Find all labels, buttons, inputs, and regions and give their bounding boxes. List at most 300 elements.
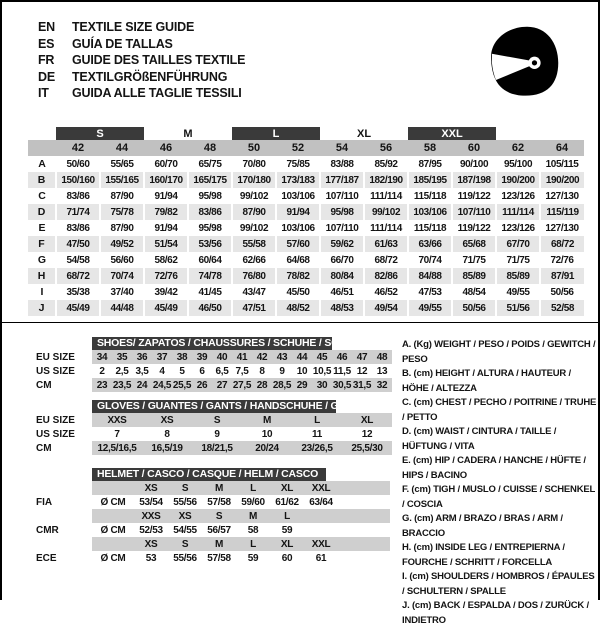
helmet-table bbox=[36, 468, 390, 565]
helmet-cell: XS bbox=[134, 481, 168, 495]
helmet-cell: 63/64 bbox=[309, 496, 333, 508]
helmet-cell: 61/62 bbox=[275, 496, 299, 508]
shoes-cell: 32 bbox=[372, 378, 392, 392]
language-title: TEXTILE SIZE GUIDE bbox=[72, 20, 195, 34]
legend-item: I. (cm) SHOULDERS / HOMBROS / ÉPAULES / SCHULTERN / SPALLE bbox=[402, 571, 595, 597]
language-code: ES bbox=[38, 36, 55, 51]
shoes-cell: 46 bbox=[332, 350, 352, 364]
measure-cell: 78/82 bbox=[276, 268, 320, 284]
measure-cell: 91/94 bbox=[276, 204, 320, 220]
shoes-row-label: EU SIZE bbox=[36, 351, 75, 363]
measure-cell: 68/72 bbox=[56, 268, 100, 284]
language-code: FR bbox=[38, 53, 55, 67]
measure-cell: 46/51 bbox=[330, 286, 354, 298]
measure-cell: 115/118 bbox=[413, 190, 447, 202]
measure-cell: 79/82 bbox=[144, 204, 188, 220]
language-code: IT bbox=[38, 86, 49, 100]
helmet-cell: 59 bbox=[281, 524, 293, 536]
shoes-cell: 31,5 bbox=[352, 379, 372, 391]
legend-item: G. (cm) ARM / BRAZO / BRAS / ARM / BRACCIO bbox=[402, 513, 563, 539]
measure-row-f bbox=[28, 236, 584, 252]
measure-cell: 87/95 bbox=[418, 158, 442, 170]
measure-cell: 49/54 bbox=[364, 300, 408, 316]
helmet-cell: XL bbox=[270, 481, 304, 495]
size-group-xxl: XXL bbox=[408, 127, 496, 140]
measure-cell: 75/78 bbox=[100, 204, 144, 220]
gloves-row-label: CM bbox=[36, 442, 52, 454]
gloves-cell: 18/21,5 bbox=[192, 441, 242, 455]
textile-size-table bbox=[28, 127, 584, 316]
helmet-cell: L bbox=[270, 509, 304, 523]
measure-cell: 55/65 bbox=[110, 158, 134, 170]
helmet-table-header-row bbox=[36, 468, 390, 481]
measure-cell: 74/78 bbox=[188, 268, 232, 284]
measure-row-d bbox=[28, 204, 584, 220]
size-col-header: 60 bbox=[452, 140, 496, 156]
measure-cell: 49/55 bbox=[408, 300, 452, 316]
measure-cell: 76/80 bbox=[232, 268, 276, 284]
size-col-header: 62 bbox=[496, 140, 540, 156]
measure-cell: 115/118 bbox=[413, 222, 447, 234]
shoes-cell: 25,5 bbox=[172, 379, 192, 391]
helmet-cell: 59 bbox=[247, 552, 259, 564]
shoes-cell: 36 bbox=[132, 350, 152, 364]
helmet-cell: S bbox=[168, 481, 202, 495]
helmet-cell: 60 bbox=[281, 552, 293, 564]
measure-cell: 103/106 bbox=[408, 204, 452, 220]
helmet-cell bbox=[304, 509, 338, 523]
legend-item: E. (cm) HIP / CADERA / HANCHE / HÜFTE / HIPS / BACINO bbox=[402, 455, 586, 481]
measure-cell: 65/68 bbox=[452, 236, 496, 252]
measure-row-label: C bbox=[38, 190, 46, 202]
helmet-cell: XL bbox=[270, 537, 304, 551]
language-list bbox=[38, 19, 245, 102]
gloves-cell: 8 bbox=[164, 428, 170, 440]
helmet-cell bbox=[92, 481, 134, 495]
helmet-row bbox=[36, 495, 390, 509]
measure-cell: 48/54 bbox=[462, 286, 486, 298]
measure-row-label: G bbox=[37, 254, 47, 266]
measure-cell: 83/86 bbox=[66, 190, 90, 202]
measure-cell: 58/62 bbox=[154, 254, 178, 266]
gloves-cell: M bbox=[242, 413, 292, 427]
gloves-cell: XS bbox=[142, 413, 192, 427]
shoes-row bbox=[36, 350, 392, 364]
measure-cell: 84/88 bbox=[408, 268, 452, 284]
measure-row-label: D bbox=[28, 204, 56, 220]
helmet-cell: 55/56 bbox=[173, 496, 197, 508]
measure-cell: 49/55 bbox=[506, 286, 530, 298]
helmet-cell: M bbox=[236, 509, 270, 523]
helmet-cell: 57/58 bbox=[207, 496, 231, 508]
measure-cell: 103/106 bbox=[281, 222, 315, 234]
measure-cell: 165/175 bbox=[188, 172, 232, 188]
shoes-cell: 45 bbox=[312, 350, 332, 364]
size-col-header: 50 bbox=[232, 140, 276, 156]
gloves-cell: XL bbox=[342, 413, 392, 427]
measure-cell: 103/106 bbox=[281, 190, 315, 202]
measure-cell: 95/98 bbox=[198, 222, 222, 234]
measure-row-j bbox=[28, 300, 584, 316]
measure-cell: 182/190 bbox=[364, 172, 408, 188]
measure-cell: 65/75 bbox=[198, 158, 222, 170]
helmet-row-label: ECE bbox=[36, 552, 57, 564]
measure-cell: 107/110 bbox=[325, 222, 359, 234]
gloves-cell: 16,5/19 bbox=[142, 441, 192, 455]
shoes-cell: 10 bbox=[296, 365, 308, 377]
shoes-row-label: US SIZE bbox=[36, 365, 75, 377]
measure-cell: 68/72 bbox=[374, 254, 398, 266]
bottom-section bbox=[2, 323, 598, 628]
helmet-row-label bbox=[36, 537, 92, 551]
measure-cell: 75/85 bbox=[286, 158, 310, 170]
size-col-header: 56 bbox=[364, 140, 408, 156]
measure-cell: 83/86 bbox=[66, 222, 90, 234]
shoes-table-header-row bbox=[36, 337, 392, 350]
gloves-table bbox=[36, 400, 392, 455]
size-group-xl: XL bbox=[357, 127, 372, 140]
measure-cell: 68/72 bbox=[540, 236, 584, 252]
measure-cell: 45/50 bbox=[286, 286, 310, 298]
shoes-cell: 42 bbox=[252, 350, 272, 364]
helmet-cell: 53/54 bbox=[139, 496, 163, 508]
gloves-cell: 11 bbox=[312, 428, 322, 440]
helmet-cell: Ø CM bbox=[100, 496, 126, 508]
measure-row-label: A bbox=[38, 158, 46, 170]
measure-cell: 61/63 bbox=[364, 236, 408, 252]
shoes-cell: 23,5 bbox=[112, 379, 132, 391]
shoes-cell: 40 bbox=[212, 350, 232, 364]
size-col-header: 54 bbox=[320, 140, 364, 156]
measure-cell: 45/49 bbox=[56, 300, 100, 316]
measure-row-g bbox=[28, 252, 584, 268]
page-header bbox=[2, 2, 598, 103]
measure-cell: 187/198 bbox=[452, 172, 496, 188]
measure-cell: 87/90 bbox=[232, 204, 276, 220]
helmet-filler bbox=[338, 495, 390, 509]
measure-cell: 111/114 bbox=[370, 222, 402, 234]
helmet-cell: 53 bbox=[145, 552, 157, 564]
measure-row-a bbox=[28, 156, 584, 172]
helmet-cell: XXL bbox=[304, 481, 338, 495]
shoes-table-title: SHOES/ ZAPATOS / CHAUSSURES / SCHUHE / SCARPE bbox=[92, 337, 332, 350]
measure-cell: 80/84 bbox=[320, 268, 364, 284]
size-col-header: 48 bbox=[188, 140, 232, 156]
gloves-cell: 9 bbox=[214, 428, 220, 440]
helmet-cell: XS bbox=[134, 537, 168, 551]
size-group-m: M bbox=[183, 127, 193, 140]
helmet-cell: Ø CM bbox=[100, 552, 126, 564]
measure-cell: 123/126 bbox=[501, 190, 535, 202]
measure-cell: 82/86 bbox=[364, 268, 408, 284]
shoes-cell: 38 bbox=[172, 350, 192, 364]
helmet-filler bbox=[338, 537, 390, 551]
measure-cell: 95/100 bbox=[503, 158, 533, 170]
shoes-cell: 43 bbox=[272, 350, 292, 364]
measure-cell: 105/115 bbox=[545, 158, 579, 170]
helmet-cell: 52/53 bbox=[139, 524, 163, 536]
measure-cell: 111/114 bbox=[496, 204, 540, 220]
helmet-cell: 54/55 bbox=[173, 524, 197, 536]
measure-cell: 49/52 bbox=[100, 236, 144, 252]
measure-cell: 47/50 bbox=[56, 236, 100, 252]
helmet-row-label: FIA bbox=[36, 496, 53, 508]
sub-tables-column bbox=[36, 337, 402, 628]
shoes-table bbox=[36, 337, 392, 392]
measure-cell: 71/74 bbox=[56, 204, 100, 220]
measure-cell: 83/86 bbox=[188, 204, 232, 220]
helmet-cell: 61 bbox=[315, 552, 327, 564]
measure-cell: 99/102 bbox=[239, 222, 269, 234]
racing-helmet-icon bbox=[482, 21, 564, 103]
measure-cell: 66/70 bbox=[330, 254, 354, 266]
measure-cell: 85/92 bbox=[374, 158, 398, 170]
helmet-cell: Ø CM bbox=[100, 524, 126, 536]
measure-cell: 173/183 bbox=[276, 172, 320, 188]
helmet-row bbox=[36, 481, 390, 495]
gloves-cell: 7 bbox=[114, 428, 120, 440]
measure-cell: 119/122 bbox=[457, 190, 491, 202]
size-group-s: S bbox=[56, 127, 144, 140]
measure-row-h bbox=[28, 268, 584, 284]
helmet-filler bbox=[338, 509, 390, 523]
gloves-cell: 25,5/30 bbox=[342, 441, 392, 455]
shoes-cell: 28 bbox=[252, 378, 272, 392]
shoes-cell: 39 bbox=[192, 350, 212, 364]
measure-row-label: E bbox=[38, 222, 46, 234]
gloves-row bbox=[36, 413, 392, 427]
measure-cell: 71/75 bbox=[462, 254, 486, 266]
legend-item: C. (cm) CHEST / PECHO / POITRINE / TRUHE / PETTO bbox=[402, 397, 597, 423]
shoes-cell: 27 bbox=[212, 378, 232, 392]
measure-cell: 54/58 bbox=[66, 254, 90, 266]
measure-row-label: J bbox=[28, 300, 56, 316]
shoes-cell: 13 bbox=[376, 365, 388, 377]
measure-cell: 127/130 bbox=[545, 222, 579, 234]
size-group-row bbox=[28, 127, 584, 140]
helmet-cell: XXL bbox=[304, 537, 338, 551]
gloves-table-header-row bbox=[36, 400, 392, 413]
shoes-cell: 2 bbox=[99, 365, 105, 377]
measure-cell: 70/80 bbox=[242, 158, 266, 170]
shoes-cell: 27,5 bbox=[232, 379, 252, 391]
shoes-cell: 47 bbox=[352, 350, 372, 364]
measure-cell: 57/60 bbox=[276, 236, 320, 252]
measure-cell: 63/66 bbox=[408, 236, 452, 252]
helmet-cell: 58 bbox=[247, 524, 259, 536]
size-group-l: L bbox=[232, 127, 320, 140]
measure-row-b bbox=[28, 172, 584, 188]
helmet-cell: M bbox=[202, 481, 236, 495]
helmet-filler bbox=[338, 551, 390, 565]
language-code: EN bbox=[38, 20, 55, 34]
shoes-cell: 24,5 bbox=[152, 379, 172, 391]
legend-item: A. (Kg) WEIGHT / PESO / POIDS / GEWITCH / PESO bbox=[402, 339, 596, 365]
measure-cell: 48/53 bbox=[320, 300, 364, 316]
shoes-cell: 8 bbox=[259, 365, 265, 377]
measure-cell: 39/42 bbox=[154, 286, 178, 298]
measure-cell: 70/74 bbox=[100, 268, 144, 284]
size-group-spacer bbox=[28, 127, 56, 140]
shoes-cell: 2,5 bbox=[115, 365, 129, 377]
measure-cell: 50/56 bbox=[550, 286, 574, 298]
gloves-cell: XXS bbox=[92, 413, 142, 427]
measure-cell: 107/110 bbox=[452, 204, 496, 220]
helmet-cell: 57/58 bbox=[207, 552, 231, 564]
size-group-spacer bbox=[496, 127, 540, 140]
helmet-filler bbox=[338, 523, 390, 537]
measure-cell: 37/40 bbox=[110, 286, 134, 298]
helmet-row bbox=[36, 537, 390, 551]
measure-row-label: I bbox=[40, 286, 44, 298]
measure-row-label: H bbox=[28, 268, 56, 284]
measure-cell: 64/68 bbox=[286, 254, 310, 266]
gloves-row-label: EU SIZE bbox=[36, 414, 75, 426]
helmet-table-title: HELMET / CASCO / CASQUE / HELM / CASCO bbox=[92, 468, 326, 481]
measure-cell: 160/170 bbox=[144, 172, 188, 188]
language-row bbox=[38, 19, 245, 36]
measure-cell: 91/94 bbox=[154, 222, 178, 234]
measure-cell: 83/88 bbox=[330, 158, 354, 170]
measure-cell: 55/58 bbox=[232, 236, 276, 252]
measure-cell: 59/62 bbox=[320, 236, 364, 252]
measure-cell: 35/38 bbox=[66, 286, 90, 298]
shoes-cell: 3,5 bbox=[135, 365, 149, 377]
measure-cell: 95/98 bbox=[198, 190, 222, 202]
measure-cell: 46/52 bbox=[374, 286, 398, 298]
gloves-row-label: US SIZE bbox=[36, 428, 75, 440]
helmet-cell: 55/56 bbox=[173, 552, 197, 564]
measure-row-label: F bbox=[28, 236, 56, 252]
helmet-cell: XXS bbox=[134, 509, 168, 523]
helmet-cell: 56/57 bbox=[207, 524, 231, 536]
measure-cell: 123/126 bbox=[501, 222, 535, 234]
shoes-cell: 12 bbox=[356, 365, 368, 377]
size-number-spacer bbox=[28, 140, 56, 156]
helmet-row bbox=[36, 551, 390, 565]
measure-cell: 87/90 bbox=[110, 222, 134, 234]
helmet-cell: L bbox=[236, 537, 270, 551]
shoes-cell: 44 bbox=[292, 350, 312, 364]
measure-cell: 72/76 bbox=[144, 268, 188, 284]
helmet-cell: S bbox=[168, 537, 202, 551]
language-row bbox=[38, 52, 245, 69]
measure-cell: 51/54 bbox=[144, 236, 188, 252]
gloves-row bbox=[36, 441, 392, 455]
measure-cell: 47/51 bbox=[232, 300, 276, 316]
helmet-row bbox=[36, 523, 390, 537]
measure-cell: 71/75 bbox=[506, 254, 530, 266]
helmet-row-label bbox=[36, 481, 92, 495]
shoes-cell: 30 bbox=[312, 378, 332, 392]
legend-item: J. (cm) BACK / ESPALDA / DOS / ZURÜCK / INDIETRO bbox=[402, 600, 589, 626]
measure-cell: 60/70 bbox=[154, 158, 178, 170]
helmet-row bbox=[36, 509, 390, 523]
measure-cell: 50/60 bbox=[66, 158, 90, 170]
shoes-cell: 30,5 bbox=[332, 379, 352, 391]
measure-cell: 99/102 bbox=[364, 204, 408, 220]
helmet-cell bbox=[304, 523, 338, 537]
measure-cell: 50/56 bbox=[452, 300, 496, 316]
measure-cell: 155/165 bbox=[100, 172, 144, 188]
measure-cell: 185/195 bbox=[408, 172, 452, 188]
helmet-row-label bbox=[36, 509, 92, 523]
main-size-table-wrap bbox=[28, 127, 598, 316]
shoes-cell: 37 bbox=[152, 350, 172, 364]
measure-cell: 85/89 bbox=[452, 268, 496, 284]
shoes-cell: 6 bbox=[199, 365, 205, 377]
shoes-cell: 34 bbox=[92, 350, 112, 364]
measure-cell: 85/89 bbox=[496, 268, 540, 284]
measure-cell: 52/58 bbox=[540, 300, 584, 316]
shoes-cell: 9 bbox=[279, 365, 285, 377]
measure-cell: 41/45 bbox=[198, 286, 222, 298]
measure-cell: 67/70 bbox=[496, 236, 540, 252]
measure-cell: 46/50 bbox=[188, 300, 232, 316]
measure-cell: 115/119 bbox=[540, 204, 584, 220]
measure-cell: 127/130 bbox=[545, 190, 579, 202]
measure-cell: 51/56 bbox=[496, 300, 540, 316]
gloves-cell: 10 bbox=[261, 428, 273, 440]
size-col-header: 42 bbox=[56, 140, 100, 156]
shoes-cell: 23 bbox=[92, 378, 112, 392]
gloves-table-title: GLOVES / GUANTES / GANTS / HANDSCHUHE / GUANTI bbox=[92, 400, 336, 413]
measure-cell: 99/102 bbox=[239, 190, 269, 202]
measure-cell: 95/98 bbox=[320, 204, 364, 220]
gloves-cell: 12 bbox=[361, 428, 373, 440]
gloves-cell: S bbox=[192, 413, 242, 427]
legend-item: H. (cm) INSIDE LEG / ENTREPIERNA / FOURCHE / SCHRITT / FORCELLA bbox=[402, 542, 565, 568]
legend-item: B. (cm) HEIGHT / ALTURA / HAUTEUR / HÖHE / ALTEZZA bbox=[402, 368, 571, 394]
measure-cell: 91/94 bbox=[154, 190, 178, 202]
language-title: GUIDE DES TAILLES TEXTILE bbox=[72, 53, 246, 67]
legend-item: F. (cm) TIGH / MUSLO / CUISSE / SCHENKEL / COSCIA bbox=[402, 484, 595, 510]
measure-cell: 150/160 bbox=[56, 172, 100, 188]
shoes-cell: 11,5 bbox=[333, 365, 351, 377]
measure-row-e bbox=[28, 220, 584, 236]
gloves-cell: 23/26,5 bbox=[292, 441, 342, 455]
measure-cell: 170/180 bbox=[232, 172, 276, 188]
shoes-cell: 5 bbox=[179, 365, 185, 377]
size-col-header: 58 bbox=[408, 140, 452, 156]
shoes-cell: 24 bbox=[132, 378, 152, 392]
measure-cell: 111/114 bbox=[370, 190, 402, 202]
size-col-header: 44 bbox=[100, 140, 144, 156]
measure-cell: 43/47 bbox=[242, 286, 266, 298]
helmet-cell bbox=[92, 537, 134, 551]
gloves-cell: 12,5/16,5 bbox=[92, 441, 142, 455]
helmet-cell: XS bbox=[168, 509, 202, 523]
measure-cell: 53/56 bbox=[188, 236, 232, 252]
measure-cell: 190/200 bbox=[496, 172, 540, 188]
measure-cell: 44/48 bbox=[100, 300, 144, 316]
language-row bbox=[38, 85, 245, 102]
measure-cell: 190/200 bbox=[540, 172, 584, 188]
shoes-cell: 7,5 bbox=[235, 365, 249, 377]
language-title: GUÍA DE TALLAS bbox=[72, 36, 173, 51]
helmet-cell: M bbox=[202, 537, 236, 551]
shoes-row bbox=[36, 378, 392, 392]
measure-cell: 107/110 bbox=[325, 190, 359, 202]
measure-cell: 56/60 bbox=[110, 254, 134, 266]
size-col-header: 52 bbox=[276, 140, 320, 156]
language-title: TEXTILGRÖßENFÜHRUNG bbox=[72, 69, 228, 84]
gloves-cell: L bbox=[292, 413, 342, 427]
measure-cell: 72/76 bbox=[550, 254, 574, 266]
shoes-cell: 35 bbox=[112, 350, 132, 364]
size-number-row bbox=[28, 140, 584, 156]
language-row bbox=[38, 69, 245, 86]
